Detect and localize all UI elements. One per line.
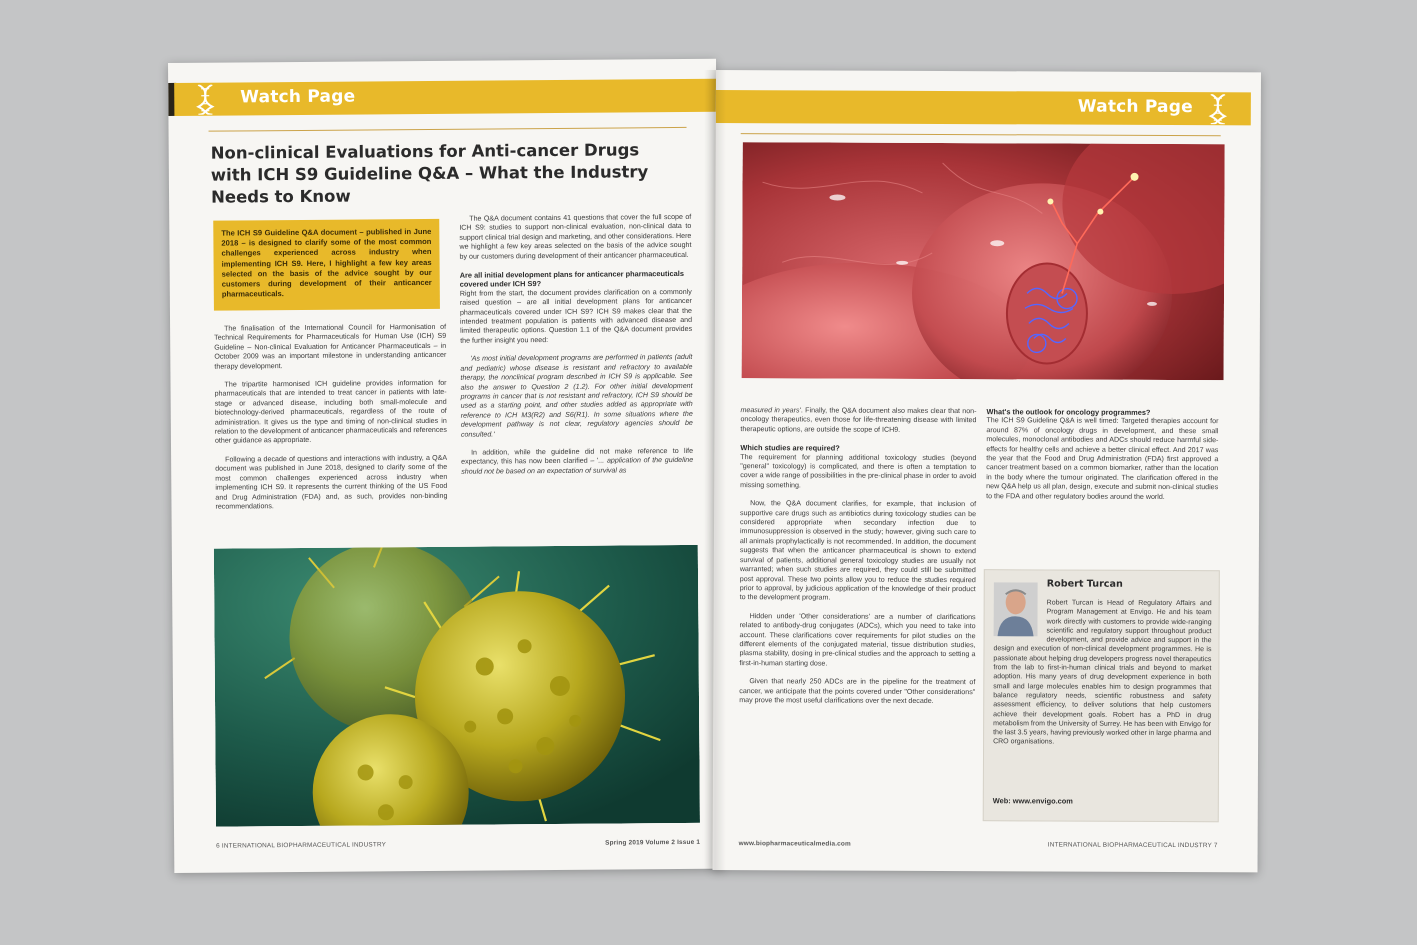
author-name: Robert Turcan	[1046, 578, 1123, 590]
tumour-illustration	[742, 142, 1225, 380]
author-website: Web: www.envigo.com	[992, 796, 1073, 806]
right-column-1	[739, 406, 976, 715]
quote: 'As most initial development programs are performed in patients (adult and pediatric) whose disease is resistant and refractory to available therapy, the nonclinical program described in ICH S9 is applicable. See also the answer to Question 2 (1.2). For other initial development programs in cancer that is not resistant and refractory, ICH S9 should be used as a starting point, and other studies added as appropriate with reference to ICH M3(R2) and S6(R1). In some situations where the development pathway is not clear, regulatory agencies should be consulted.'	[460, 353, 693, 439]
footer-issue: Spring 2019 Volume 2 Issue 1	[605, 838, 701, 847]
subheading: What's the outlook for oncology programmes?	[986, 407, 1151, 417]
article-headline: Non-clinical Evaluations for Anti-cancer Drugs with ICH S9 Guideline Q&A – What the Industry Needs to Know	[210, 140, 649, 207]
paragraph: The finalisation of the International Council for Harmonisation of Technical Requirements for Pharmaceuticals for Human Use (ICH) S9 Guideline – Non-clinical Evaluation for Anticancer Pharmaceuticals – in October 2009 was an important milestone in understanding anticancer therapy development.	[214, 322, 447, 371]
subheading: Are all initial development plans for anticancer pharmaceuticals covered under ICH S9?	[459, 268, 684, 290]
paragraph-italic: measured in years'	[740, 406, 801, 415]
paragraph: Following a decade of questions and interactions with industry, a Q&A document was published in June 2018, designed to clarify some of the most common challenges experienced across industry when implementing ICH S9. It represents the current thinking of the US Food and Drug Administration (FDA) and, as such, provides non-binding recommendations.	[215, 453, 448, 511]
paragraph: Hidden under 'Other considerations' are a number of clarifications related to antibody-drug conjugates (ADCs), which you need to take into account. These clarifications cover requirements for pilot studies on the different elements of the conjugated material, tissue distribution studies, plasma stability, dosing in pre-clinical studies and the approach to setting a first-in-human starting dose.	[739, 611, 976, 668]
footer-right: INTERNATIONAL BIOPHARMACEUTICAL INDUSTRY 7	[1047, 841, 1218, 850]
cell-illustration	[214, 545, 700, 827]
author-bio	[993, 598, 1212, 748]
header-band	[716, 90, 1251, 125]
section-title: Watch Page	[240, 86, 356, 108]
author-bio-box	[983, 569, 1220, 822]
right-page	[713, 70, 1261, 872]
subheading: Which studies are required?	[740, 443, 840, 453]
dna-helix-icon	[1207, 94, 1229, 124]
footer-left: 6 INTERNATIONAL BIOPHARMACEUTICAL INDUSTRY	[216, 841, 387, 850]
header-rule	[741, 133, 1221, 136]
paragraph-text: In addition, while the guideline did not make reference to life expectancy, this has now been clarified – '	[461, 446, 694, 467]
paragraph	[740, 406, 976, 435]
paragraph: The Q&A document contains 41 questions that cover the full scope of ICH S9: studies to support non-clinical evaluation, non-clinical data to support clinical trial design and marketing, and other considerations. Here we highlight a few key areas selected on the basis of the advice sought by our customers during development of their anticancer pharmaceutical.	[459, 212, 692, 261]
section-title: Watch Page	[1077, 96, 1193, 118]
intro-text: The ICH S9 Guideline Q&A document – published in June 2018 – is designed to clarify some of the most common challenges experienced across industry when implementing ICH S9. Here, I highlight a few key areas selected on the basis of the advice sought by our customers during development of their anticancer pharmaceuticals.	[221, 226, 432, 299]
dna-helix-icon	[194, 85, 216, 115]
paragraph: The requirement for planning additional toxicology studies (beyond "general" toxicology) is complicated, and there is often a temptation to cover a wide range of possibilities in the pre-clinical phase in order to avoid missing something.	[740, 452, 977, 490]
intro-box	[213, 219, 440, 311]
paragraph: The tripartite harmonised ICH guideline provides information for pharmaceuticals that are intended to treat cancer in patients with late-stage or advanced disease, including both small-molecule and biotechnology-derived pharmaceuticals, regardless of the route of administration. It gives us the type and timing of non-clinical studies in relation to the development of anticancer pharmaceuticals and references other guidance as appropriate.	[214, 378, 447, 446]
paragraph-text: . Finally, the Q&A document also makes clear that non-oncology therapeutics, even those for life-threatening disease with limited therapeutic options, are outside the scope of ICH9.	[740, 406, 977, 434]
left-column-2	[459, 213, 693, 477]
paragraph-italic: ... application of the guideline should not be based on an expectation of survival as	[461, 456, 694, 476]
header-band	[174, 79, 716, 116]
paragraph: The ICH S9 Guideline Q&A is well timed: Targeted therapies account for around 87% of oncology drugs in development, and these small molecules, monoclonal antibodies and ADCs should reduce harmful side-effects for healthy cells and achieve a better clinical effect. And 2017 was the year that the Food and Drug Administration (FDA) first approved a cancer treatment based on a common biomarker, rather than the location in the body where the tumour originated. The clarification offered in the new Q&A help us all plan, design, execute and submit non-clinical studies to the FDA and other regulatory bodies around the world.	[986, 416, 1219, 501]
lung-tissue-image	[742, 142, 1225, 380]
paragraph: Right from the start, the document provides clarification on a commonly raised question – are all initial development plans for anticancer pharmaceuticals covered under ICH S9? ICH S9 makes clear that the intended treatment population is patients with advanced disease and limited therapeutic options. Question 1.1 of the Q&A document provides the further insight you need:	[459, 287, 693, 345]
footer-url: www.biopharmaceuticalmedia.com	[738, 840, 851, 848]
cancer-cell-image	[214, 545, 700, 827]
left-column-1	[214, 323, 448, 521]
paragraph: Now, the Q&A document clarifies, for example, that inclusion of supportive care drugs such as antibiotics during toxicology studies can be considered appropriate when secondary infection due to immunosuppression is observed in the study; however, giving such care to all animals prophylactically is not recommended. In addition, the document suggests that when the anticancer pharmaceutical is shown to extend survival of patients, additional general toxicology studies are usually not warranted; when such studies are required, they could still be submitted post approval. These two points allow you to reduce the studies required prior to approval, by judicious application of the knowledge of their product to the development program.	[739, 499, 977, 602]
right-column-2	[986, 407, 1218, 511]
left-page	[168, 59, 722, 873]
header-rule	[209, 127, 687, 132]
paragraph: Given that nearly 250 ADCs are in the pipeline for the treatment of cancer, we anticipate that the points covered under "Other considerations" may prove the most useful clarifications over the next decade.	[739, 677, 976, 705]
author-bio-text: Robert Turcan is Head of Regulatory Affairs and Program Management at Envigo. He and his team work directly with customers to provide wide-ranging scientific and regulatory support throughout product development, and provide advice and support in the design and execution of non-clinical development programmes. He is passionate about helping drug developers progress novel therapeutics from the lab to first-in-human clinical trials and beyond to market adoption. His many years of drug development experience in both small and large molecules enables him to design programmes that balance regulatory needs, scientific robustness and safety assessment efficiency, to deliver solutions that help customers achieve their development goals. Robert has a PhD in drug metabolism from the University of Surrey. He has been with Envigo for the last 3.5 years, having previously worked other in large pharma and CRO organisations.	[993, 599, 1212, 746]
paragraph	[461, 447, 693, 477]
